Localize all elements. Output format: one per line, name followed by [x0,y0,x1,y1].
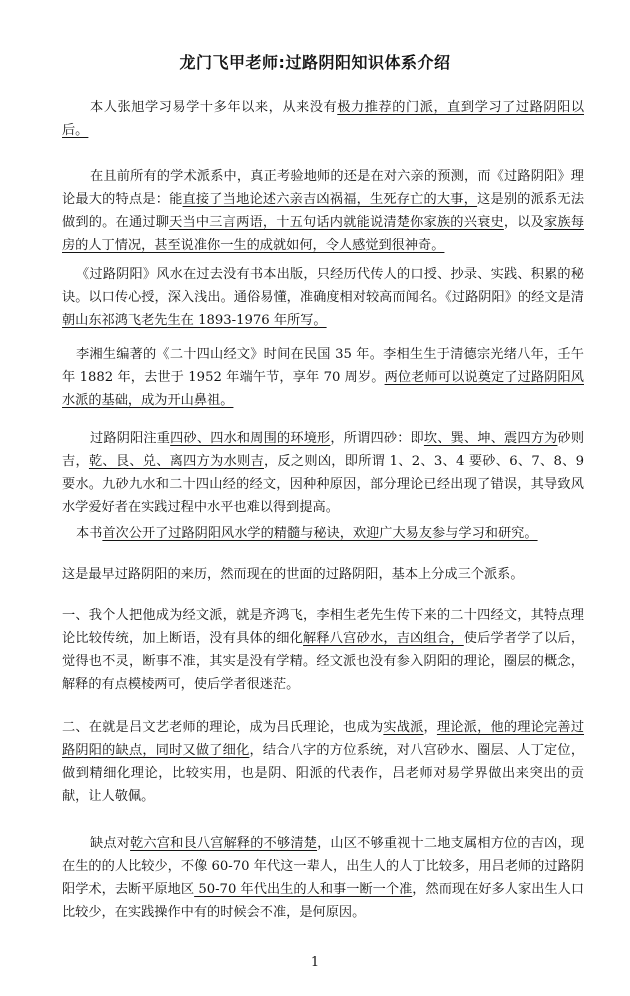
text-span: 在且前所有的学术派系中，真正考验地师的还是在对六亲的预测，而《过路阴阳》理论最大的特点是：能 [62,169,584,207]
text-span: ，山区不够重视十二地支属相方位的吉凶，现在生的的人比较少，不像 60-70 年代这一辈人，出生人的人丁比较多，用吕老师的过路阴阳学术，去断平原地区 [62,836,585,897]
text-span: 李湘生编著的《二十四山经文》时间在民国 35 年。李相生生于清德宗光绪八年，壬午年 1882 年，去世于 1952 年端午节，享年 70 周岁。 [62,347,584,385]
paragraph-school-one [62,604,584,696]
underlined-text: 乾、艮、兑、离四方为水则吉 [88,454,264,469]
text-span: 过路阴阳注重 [90,431,171,446]
text-span: 本书 [76,526,103,541]
underlined-text: 首次公开了过路阴阳风水学的精髓与秘诀，欢迎广大易友参与学习和研究。 [102,526,538,541]
paragraph-book-notice [62,522,584,545]
paragraph-founders [62,343,584,412]
page-title: 龙门飞甲老师:过路阴阳知识体系介绍 [179,53,451,72]
text-span: ，反之则凶，即所谓 1、2、3、4 要砂、6、7、8、9 要水。九砂九水和二十四山经的经文，因种种原因，部分理论已经出现了错误，其导致风水学爱好者在实践过程中水平也难以得到提高。 [62,454,585,515]
text-span: 《过路阴阳》风水在过去没有书本出版，只经历代传人的口授、抄录、实践、积累的秘诀。以口传心授，深入浅出。通俗易懂，准确度相对较高而闻名。《过路阴阳》的经文是清 [62,267,584,305]
underlined-text: 坎、巽、坤、震四方为 [423,431,558,446]
text-span: 这是最早过路阴阳的来历，然而现在的世面的过路阴阳，基本上分成三个派系。 [62,567,524,582]
underlined-text: 天当中三言两语，十五句话内就能说清楚你家族的兴衰史 [169,215,504,230]
underlined-text: 乾六宫和艮八宫解释的不够清楚 [130,836,318,851]
text-span: 使后学者学了以后，觉得也不灵，断事不准，其实是没有学精。经文派也没有参入阴阳的理论，圈层的概念，解释的有点模棱两可，使后学者很迷茫。 [62,631,585,692]
text-span: ，然而现在好多人家出生人口比较少，在实践操作中有的时候会不准，是何原因。 [62,882,585,920]
underlined-text: 家族每房的人丁情况，甚至说准你一生的成就如何，令人感觉到很神奇。 [62,215,585,253]
paragraph-shortcomings [62,832,584,924]
underlined-text: 两位老师可以说奠定了过路阴阳风水派的基础，成为开山鼻祖。 [62,370,584,408]
underlined-text: 解释八宫砂水，吉凶组合， [303,631,464,646]
text-span: 一、我个人把他成为经文派，就是齐鸿飞，李相生老先生传下来的二十四经文，其特点理论比较传统，加上断语，没有具体的细化 [62,608,584,646]
text-span: 缺点对 [90,836,131,851]
text-span: ， [423,720,437,735]
underlined-text: 极力推荐的门派，直到学习了过路阴阳以后。 [62,100,585,138]
underlined-text: 50-70 年代出生的人和事一断一个准 [194,882,413,897]
paragraph-four-sand [62,427,584,519]
text-span: 砂则吉， [62,431,585,469]
text-span: ，所谓四砂：即 [330,431,424,446]
underlined-text: 直接了当地论述六亲吉凶祸福，生死存亡的大事， [182,192,478,207]
underlined-text: 理论派，他的理论完善过路阴阳的缺点，同时又做了细化 [62,720,585,758]
underlined-text: 朝山东祁鸿飞老先生在 1893-1976 年所写。 [62,313,327,328]
text-span: ，以及 [503,215,545,230]
paragraph-intro [62,96,584,142]
text-span: 这是别的派系无法做到的。在通过聊 [62,192,585,230]
underlined-text: 实战派 [383,720,424,735]
paragraph-features [62,165,584,257]
text-span: 本人张旭学习易学十多年以来，从来没有 [90,100,338,115]
text-span: 二、在就是吕文艺老师的理论，成为吕氏理论，也成为 [62,720,384,735]
text-span: ，结合八字的方位系统，对八宫砂水、圈层、人丁定位，做到精细化理论，比较实用，也是阴、阳派的代表作，吕老师对易学界做出来突出的贡献，让人敬佩。 [62,743,585,804]
paragraph-history [62,263,584,332]
page-number: 1 [310,955,320,970]
paragraph-school-two [62,716,584,808]
underlined-text: 四砂、四水和周围的环境形 [170,431,331,446]
paragraph-origin [62,563,584,586]
